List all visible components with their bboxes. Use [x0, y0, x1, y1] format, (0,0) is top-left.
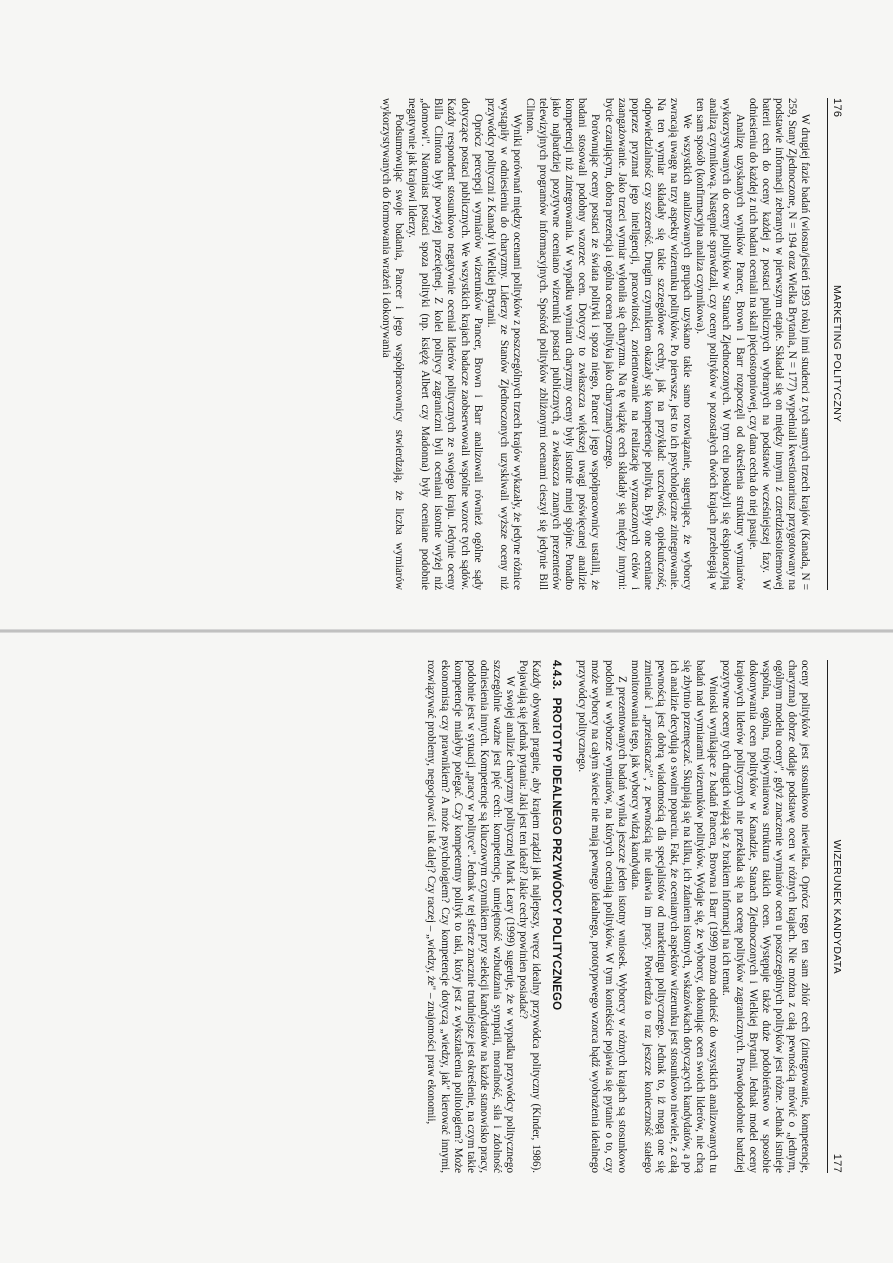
paragraph: Porównując oceny postaci ze świata polityki i spoza niego, Pancer i jego współpracownicy ustalili, że badani stosowali podobny wzorzec ocen. Dotyczy to zwłaszcza większej uwagi poświęcanej analizie kompetencji niż zintegrowania. W wypadku wymiaru charyzmy oceny były istotnie mniej spójne. Ponadto jako najbardziej pozytywne oceniano wizerunki postaci publicznych, a zwłaszcza znanych prezenterów telewizyjnych programów informacyjnych. Spośród polityków zbliżonymi ocenami cieszył się jedynie Bill Clinton.	[524, 98, 602, 590]
right-page	[0, 632, 893, 1263]
paragraph: Każdy obywatel pragnie, aby krajem rządził jak najlepszy, wręcz idealny przywódca polityczny (Kinder, 1986). Pojawiają się jednak pytania: Jaki jest ten ideał? Jakie cechy powinien posiadać?	[517, 660, 543, 1173]
paragraph: Z prezentowanych badań wynika jeszcze jeden istotny wniosek. Wyborcy w różnych krajach są stosunkowo podobni w wyborze wymiarów, na których oceniają polityków. W tym kontekście pojawia się pytanie o to, czy może wyborcy na całym świecie nie mają pewnego idealnego, prototypowego wzorca bądź wyobrażenia idealnego przywódcy politycznego.	[576, 660, 628, 1173]
section-number: 4.4.3.	[550, 660, 564, 690]
page-number: 176	[831, 98, 843, 118]
running-head: MARKETING POLITYCZNY	[831, 285, 843, 423]
left-page-header	[827, 98, 849, 590]
paragraph: Wnioski wynikające z badań Pancera, Browna i Barr (1999) można odnieść do wszystkich analizowanych tu badań nad wymiarami wizerunków polityków. Wydaje się, że wyborcy, dokonując ocen swoich liderów, nie chcą się zbytnio przemęczać. Skupiają się na kilku, ich zdaniem istotnych, wskazówkach dotyczących kandydatów, a po ich analizie decydują o swoim poparciu. Fakt, że ocenianych aspektów wizerunku jest stosunkowo niewiele, z całą pewnością jest dobrą wiadomością dla specjalistów od marketingu politycznego. Jednak to, iż mogą one się zmieniać i „przeistaczać", z pewnością nie ułatwia im pracy. Potwierdza to raz jeszcze konieczność stałego monitorowania tego, jak wyborcy widzą kandydata.	[628, 660, 720, 1173]
running-head: WIZERUNEK KANDYDATA	[831, 839, 843, 974]
paragraph: W swojej analizie charyzmy politycznej Mark Leary (1999) sugeruje, że w wypadku przywódcy politycznego szczególnie ważne jest pięć cech: kompetencje, umiejętność wzbudzania sympatii, moralność, siła i zdolność odniesienia innych. Kompetencje są kluczowym czynnikiem przy selekcji kandydatów na każde stanowisko pracy, podobnie jest w sytuacji „pracy w polityce". Jednak w tej sferze znacznie trudniejsze jest określenie, na czym takie kompetencje miałyby polegać. Czy kompetentny polityk to taki, który jest z wykształcenia politologiem? Może ekonomistą czy prawnikiem? A może psychologiem? Czy kompetencje dotyczą „wiedzy, jak" kierować innymi, rozwiązywać problemy, negocjować i tak dalej? Czy raczej – „wiedzy, że" – znajomości praw ekonomii,	[425, 660, 517, 1173]
page-number: 177	[831, 1153, 843, 1173]
section-heading	[550, 660, 563, 1173]
paragraph: oceny polityków jest stosunkowo niewielka. Oprócz tego ten sam zbiór cech (zintegrowanie, kompetencje, charyzma) dobrze oddaje podstawę ocen w różnych krajach. Nie można z całą pewnością mówić o „jednym, ogólnym modelu oceny", gdyż znaczenie wymiarów ocen u poszczególnych polityków jest różne. Jednak istnieje wspólna, ogólna, trójwymiarowa struktura takich ocen. Występuje także duże podobieństwo w sposobie dokonywania ocen polityków w Kanadzie, Stanach Zjednoczonych i Wielkiej Brytanii. Jednak model oceny krajowych liderów politycznych nie przekłada się na ocenę polityków zagranicznych. Prawdopodobnie bardziej pozytywne oceny tych drugich wiążą się z brakiem informacji na ich temat.	[720, 660, 811, 1173]
paragraph: We wszystkich analizowanych grupach uzyskano takie samo rozwiązanie, sugerujące, że wyborcy zwracają uwagę na trzy aspekty wizerunku polityków. Po pierwsze, jest to ich psychologiczne zintegrowanie. Na ten wymiar składały się takie szczegółowe cechy, jak na przykład: uczciwość, opiekuńczość, odpowiedzialność czy szczerość. Drugim czynnikiem okazały się kompetencje polityka. Były one oceniane poprzez pryzmat jego inteligencji, pracowitości, zorientowanie na realizację wyznaczonych celów i zaangażowanie. Jako trzeci wymiar wyłoniła się charyzma. Na tę wiązkę cech składały się między innymi: bycie czarującym, dobra prezencja i ogólna ocena polityka jako charyzmatycznego.	[602, 98, 694, 590]
paragraph: W drugiej fazie badań (wiosna/jesień 1993 roku) inni studenci z tych samych trzech krajów (Kanada, N = 259, Stany Zjednoczone, N = 194 oraz Wielka Brytania, N = 177) wypełniali kwestionariusz przygotowany na podstawie informacji zebranych w pierwszym etapie. Składał się on między innymi z czterdziestoitemowej baterii cech do oceny każdej z postaci publicznych wybranych na podstawie wcześniejszej fazy. W odniesieniu do każdej z nich badani oceniali na skali pięciostopniowej, czy dana cecha do niej pasuje.	[746, 98, 811, 590]
right-page-body	[424, 660, 811, 1173]
section-title: PROTOTYP IDEALNEGO PRZYWÓDCY POLITYCZNEGO	[550, 697, 564, 1011]
paragraph: Analizę uzyskanych wyników Pancer, Brown i Barr rozpoczęli od określenia struktury wymiarów wykorzystywanych do oceny polityków w Stanach Zjednoczonych. W tym celu posłużyli się eksploracyjną analizą czynnikową. Następnie sprawdzali, czy oceny polityków w pozostałych dwóch krajach przebiegają w ten sam sposób (konfirmacyjna analiza czynnikowa).	[694, 98, 746, 590]
paragraph: Podsumowując swoje badania, Pancer i jego współpracownicy stwierdzają, że liczba wymiarów wykorzystywanych do formowania wrażeń i dokonywania	[380, 98, 406, 590]
left-page-body	[379, 98, 811, 590]
right-page-header	[827, 660, 849, 1173]
paragraph: Oprócz percepcji wymiarów wizerunków Pancer, Brown i Barr analizowali również ogólne sądy dotyczące postaci publicznych. We wszystkich krajach badacze zaobserwowali wspólne wzorce tych sądów. Każdy respondent stosunkowo negatywnie oceniał liderów politycznych ze swojego kraju. Jedynie oceny Billa Clintona były powyżej przeciętnej. Z kolei politycy zagraniczni byli oceniani istotnie wyżej niż „domowi". Natomiast postaci spoza polityki (np. księżę Albert czy Madonna) były oceniane podobnie negatywnie jak krajowi liderzy.	[406, 98, 484, 590]
paragraph: Wyniki porównań między ocenami polityków z poszczególnych trzech krajów wykazały, że jedyne różnice wystąpiły w odniesieniu do charyzmy. Liderzy ze Stanów Zjednoczonych uzyskiwali wyższe oceny niż przywódcy polityczni z Kanady i Wielkiej Brytanii.	[484, 98, 523, 590]
